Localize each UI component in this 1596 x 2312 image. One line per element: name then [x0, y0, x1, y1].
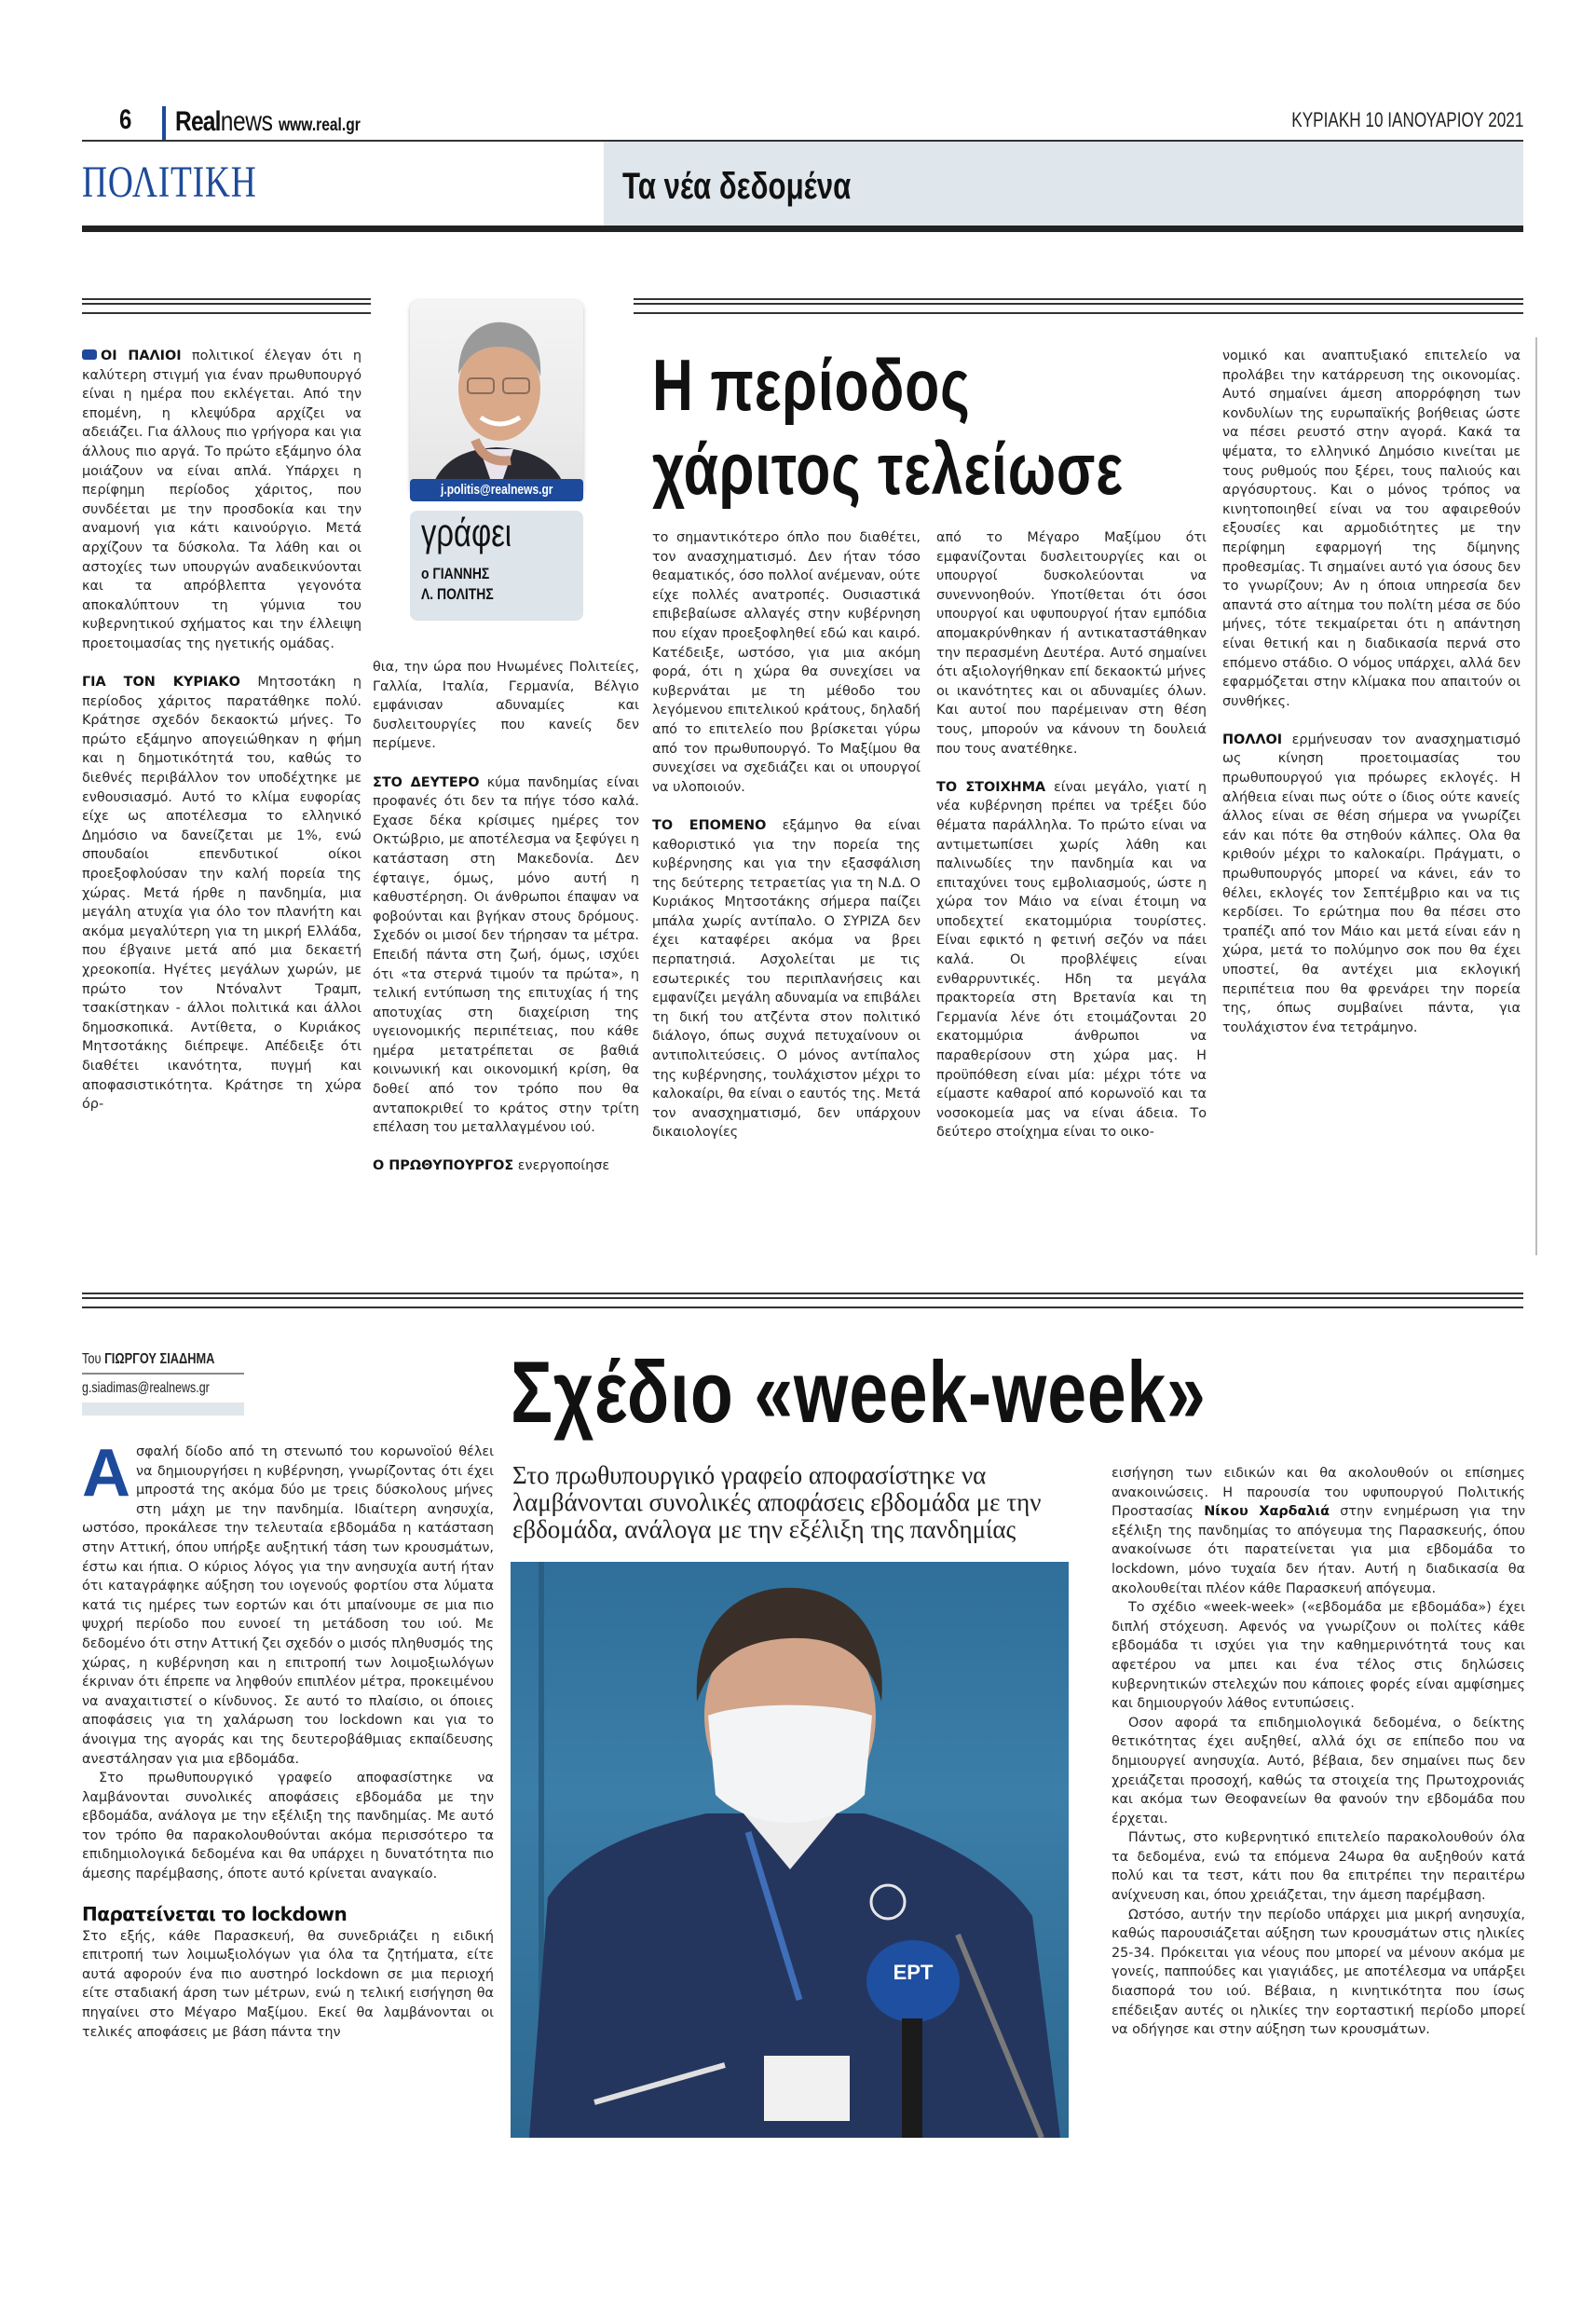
article2-column-2 — [1112, 1464, 1525, 2040]
article-divider-lines — [82, 1293, 1523, 1308]
paragraph: εισήγηση των ειδικών και θα ακολουθούν οι επίσημες ανακοινώσεις. Η παρουσία του υφυπουργού Πολιτικής Προστασίας — [1112, 1466, 1525, 1520]
paragraph: κύμα πανδημίας είναι προφανές ότι δεν τα πήγε τόσο καλά. Εχασε δέκα κρίσιμες ημέρες τον Οκτώβριο, με αποτέλεσμα να ξεφύγει η κατάσταση στη Μακεδονία. Δεν έφταιγε, όμως, μόνο αυτή η καθυστέρηση. Οι άνθρωποι έπαψαν να φοβούνται και βγήκαν στους δρόμους. Σχεδόν οι μισοί δεν τήρησαν τα μέτρα. Επειδή πάντα στη ζωή, όμως, ισχύει ότι «τα στερνά τιμούν τα πρώτα», η τελική εντύπωση της επιτυχίας ή της αποτυχίας στη διαχείριση της υγειονομικής περιπέτειας, που κάθε ημέρα μετατρέπεται σε βαθιά κοινωνική και οικονομική κρίση, θα δοθεί από τον τρόπο που θα ανταποκριθεί το κράτος στην τρίτη επέλαση του μεταλλαγμένου ιού. — [373, 774, 639, 1136]
article2-column-1 — [82, 1436, 494, 2042]
brand-name-bold: Real — [175, 106, 221, 137]
article1-column-5 — [1222, 347, 1521, 1057]
lead-in: ΠΟΛΛΟΙ — [1222, 732, 1283, 747]
page-subheading: Τα νέα δεδομένα — [622, 166, 852, 207]
article1-column-4 — [936, 528, 1207, 1162]
paragraph: ενεργοποίησε — [513, 1158, 610, 1174]
paragraph: σφαλή δίοδο από τη στενωπό του κορωνοϊού θέλει να δημιουργήσει η κυβέρνηση, γνωρίζοντας ότι έχει μπροστά της ακόμα δύο με τρεις δύσκολους μήνες στη μάχη με την πανδημία. Ιδιαίτερη ανησυχία, ωστόσο, προκάλεσε την τελευταία εβδομάδα η κατάσταση στην Αττική, όπου υπήρξε αυξητική τάση των κρουσμάτων, έστω και ήπια. Ο κύριος λόγος για την ανησυχία αυτή ήταν ότι καταγράφηκε αύξηση του ιογενούς φορτίου στα λύματα κατά τις ημέρες των εορτών και ότι μπαίνουμε σε μια πιο ψυχρή περίοδο που ευνοεί τη μετάδοση του ιού. Με δεδομένο ότι στην Αττική ζει σχεδόν ο μισός πληθυσμός της χώρας, η κυβέρνηση και η επιτροπή των λοιμοξιωλόγων έκριναν ότι έπρεπε να ληφθούν επιπλέον μέτρα, προκειμένου να αναχαιτιστεί ο κίνδυνος. Σε αυτό το πλαίσιο, οι όποιες αποφάσεις για τη χαλάρωση του lockdown και για το άνοιγμα της αγοράς και της δευτεροβάθμιας εκπαίδευσης ανεστάλησαν για μια εβδομάδα. — [82, 1444, 494, 1767]
section-title: ΠΟΛΙΤΙΚΗ — [82, 157, 257, 207]
paragraph: Μητσοτάκη η περίοδος χάριτος παρατάθηκε πολύ. Κράτησε σχεδόν δεκαοκτώ μήνες. Το πρώτο εξάμηνο απογειώθηκαν η φήμη και η δημοτικότητά του, καθώς το διεθνές περιβάλλον τον υποδέχτηκε με ενθουσιασμό. Αυτό το κλίμα ευφορίας είχε ως αποτέλεσμα το ελληνικό Δημόσιο να δανείζεται με 1%, ενώ σπουδαίοι επενδυτικοί οίκοι προεξοφλούσαν την καλή πορεία της χώρας. Μετά ήρθε η πανδημία, μια μεγάλη ατυχία για όλο τον πλανήτη και ακόμα μεγαλύτερη για τη μικρή Ελλάδα, που έβγαινε μετά από μια δεκαετή χρεοκοπία. Ηγέτες μεγάλων χωρών, με πρώτο τον Ντόναλντ Τραμπ, τσακίστηκαν - άλλοι πολιτικά και άλλοι δημοσκοπικά. Αντίθετα, ο Κυριάκος Μητσοτάκης διέπρεψε. Απέδειξε ότι διαθέτει ικανότητα, πυγμή και αποφασιστικότητα. Κράτησε τη χώρα όρ- — [82, 675, 361, 1113]
lead-in: ΣΤΟ ΔΕΥΤΕΡΟ — [373, 774, 480, 790]
brand-name-light: news — [220, 106, 273, 137]
page-number: 6 — [119, 104, 132, 135]
issue-date: ΚΥΡΙΑΚΗ 10 ΙΑΝΟΥΑΡΙΟΥ 2021 — [1290, 108, 1523, 131]
column-divider-lines — [634, 298, 1523, 314]
writes-label: γράφει — [421, 511, 512, 554]
paragraph: είναι μεγάλο, γιατί η νέα κυβέρνηση πρέπει να τρέξει δύο θέματα παράλληλα. Το πρώτο είναι να αντιμετωπίσει χωρίς λάθη και παλινωδίες την πανδημία και να επιταχύνει τους εμβολιασμούς, ώστε η χώρα τον Μάιο να είναι έτοιμη να υποδεχτεί εκατομμύρια τουρίστες. Είναι εφικτό η φετινή σεζόν να πάει καλά. Οι προβλέψεις είναι ενθαρρυντικές. Ηδη τα μεγάλα πρακτορεία στη Βρετανία και τη Γερμανία λένε ότι ετοιμάζονται 20 εκατομμύρια άνθρωποι να παραθερίσουν στη χώρα μας. Η προϋπόθεση είναι μία: μέχρι τότε να είμαστε καθαροί από κορωνοϊό και τα νοσοκομεία μας να είναι άδεια. Το δεύτερο στοίχημα είναι το οικο- — [936, 779, 1207, 1141]
columnist-name-line2: Λ. ΠΟΛΙΤΗΣ — [421, 585, 494, 603]
brand-logo[interactable] — [175, 106, 361, 138]
paragraph: θια, την ώρα που Ηνωμένες Πολιτείες, Γαλλία, Ιταλία, Γερμανία, Βέλγιο εμφάνισαν αδυναμίες και δυσλειτουργίες που κανείς δεν περίμενε. — [373, 660, 639, 752]
paragraph: στην ενημέρωση για την εξέλιξη της πανδημίας το απόγευμα της Παρασκευής, όπου ανακοίνωσε ότι παρατείνεται για μια εβδομάδα το lockdown, μόνο τυχαία δεν ήταν. Αυτή η διαδικασία θα ακολουθείται πλέον κάθε Παρασκευή απόγευμα. — [1112, 1504, 1525, 1596]
lead-in: ΟΙ ΠΑΛΙΟΙ — [101, 349, 182, 363]
paragraph: Στο εξής, κάθε Παρασκευή, θα συνεδριάζει η ειδική επιτροπή των λοιμωξιολόγων για όλα τα ζητήματα, είτε αυτά αφορούν ένα πιο αυστηρό lockdown σε μια περιοχή είτε σταδιακή άρση των μέτρων, ενώ η τελική εισήγηση θα πηγαίνει στο Μέγαρο Μαξίμου. Εκεί θα λαμβάνονται οι τελικές αποφάσεις με βάση πάντα την — [82, 1928, 494, 2040]
byline-bar — [82, 1402, 244, 1416]
article1-column-1 — [82, 347, 361, 1133]
lead-in: ΤΟ ΕΠΟΜΕΝΟ — [652, 817, 767, 833]
columnist-photo — [410, 300, 583, 498]
paragraph: Το σχέδιο «week-week» («εβδομάδα με εβδομάδα») έχει διπλή στόχευση. Αφενός να γνωρίζουν οι πολίτες κάθε εβδομάδα τι ισχύει για την καθημερινότητά τους και αφετέρου να μπει και ένα τέλος στις δηλώσεις κυβερνητικών στελεχών που κάποιες φορές είναι αμφίσημες και δημιουργούν λάθος εντυπώσεις. — [1112, 1600, 1525, 1712]
column-divider-lines — [82, 298, 371, 314]
masthead-divider — [162, 106, 166, 142]
article1-headline — [652, 343, 1124, 511]
header-thick-rule — [82, 226, 1523, 232]
paragraph: το σημαντικότερο όπλο που διαθέτει, τον ανασχηματισμό. Δεν ήταν τόσο θεαματικός, όσο πολλοί ανέμεναν, ούτε είχε πολλές ανατροπές. Ουσιαστικά επιβεβαίωσε αλλαγές στην κυβέρνηση που είχαν προεξοφληθεί εδώ και καιρό. Κατέδειξε, ωστόσο, για μια ακόμη φορά, ότι η χώρα θα συνεχίσει να κυβερνάται με τη μέθοδο του λεγόμενου επιτελικού κράτους, δηλαδή από το επιτελείο που βρίσκεται γύρω από τον πρωθυπουργό. Το Μαξίμου θα συνεχίσει να σχεδιάζει και οι υπουργοί να υλοποιούν. — [652, 530, 921, 795]
article2-byline: Του ΓΙΩΡΓΟΥ ΣΙΑΔΗΜΑ — [82, 1351, 215, 1367]
paragraph: πολιτικοί έλεγαν ότι η καλύτερη στιγμή για έναν πρωθυπουργό είναι η ημέρα που εκλέγεται. Από την επομένη, η κλεψύδρα αρχίζει να αδειάζει. Για άλλους πιο γρήγορα και για άλλους πιο αργά. Το πρώτο εξάμηνο όλα μοιάζουν να είναι απλά. Υπάρχει η περίφημη περίοδος χάριτος, που συνδέεται με την προσδοκία και την αναμονή για κάτι καινούργιο. Μετά αρχίζουν τα δύσκολα. Τα λάθη και οι αστοχίες των υπουργών αναδεικνύονται και τα απρόβλεπτα γεγονότα αποκαλύπτουν τη γύμνια του κυβερνητικού σχήματος και την έλλειψη προετοιμασίας της ηγετικής ομάδας. — [82, 349, 361, 651]
press-briefing-photo-icon — [511, 1562, 1069, 2138]
lead-in: Ο ΠΡΩΘΥΠΟΥΡΓΟΣ — [373, 1158, 514, 1174]
headline-line2: χάριτος τελείωσε — [652, 428, 1124, 510]
columnist-name-line1: ο ΓΙΑΝΝΗΣ — [421, 565, 490, 582]
paragraph: νομικό και αναπτυξιακό επιτελείο να προλάβει την κατάρρευση της οικονομίας. Αυτό σημαίνει άμεση απορρόφηση των κονδυλίων της ευρωπαϊκής βοήθειας ώστε να πέσει ρευστό στην αγορά. Κακά τα ψέματα, το ελληνικό Δημόσιο κινείται με τους ρυθμούς που ξέρει, τους παλιούς και αργόσυρτους. Και ο μόνος τρόπος να κινητοποιηθεί είναι να του αφαιρεθούν εξουσίες και αρμοδιότητες με την περίφημη εφαρμογή της δίμηνης προθεσμίας. Τι σημαίνει αυτό για όσους δεν το γνωρίζουν; Αν η όποια υπηρεσία δεν απαντά στο αίτημα του πολίτη μέσα σε δύο μήνες, τότε τεκμαίρεται ότι η απάντηση είναι θετική και η διαδικασία περνά στο επόμενο στάδιο. Ο νόμος υπάρχει, αλλά δεν εφαρμόζεται στην κλίμακα που απαιτούν οι συνθήκες. — [1222, 349, 1521, 709]
paragraph: Πάντως, στο κυβερνητικό επιτελείο παρακολουθούν όλα τα δεδομένα, ενώ τα επόμενα 24ωρα θα αυξηθούν κατά πολύ και τα τεστ, κάτι που θα επιτρέπει την περαιτέρω ανίχνευση και, όπου χρειάζεται, την άμεση παρέμβαση. — [1112, 1830, 1525, 1904]
columnist-portrait-icon — [410, 300, 583, 498]
paragraph: από το Μέγαρο Μαξίμου ότι εμφανίζονται δυσλειτουργίες και οι υπουργοί δυσκολεύονται να συνεννοηθούν. Υποτίθεται ότι όσοι υπουργοί και υφυπουργοί ήταν εμπόδια απομακρύνθηκαν ή αντικαταστάθηκαν την περασμένη Δευτέρα. Αυτό σημαίνει ότι αξιολογήθηκαν επί δεκαοκτώ μήνες οι ικανότητες και οι αδυναμίες όλων. Και αυτοί που παρέμειναν στη θέση τους, μπορούν να κάνουν τη δουλειά που τους ανατέθηκε. — [936, 530, 1207, 757]
paragraph: εξάμηνο θα είναι καθοριστικό για την πορεία της κυβέρνησης και για την εξασφάλιση της δεύτερης τετραετίας για τη Ν.Δ. Ο Κυριάκος Μητσοτάκης σήμερα παίζει μπάλα χωρίς αντίπαλο. Ο ΣΥΡΙΖΑ δεν έχει καταφέρει ακόμα να βρει περπατησιά. Ασχολείται με τις εσωτερικές του περιπλανήσεις και εμφανίζει μεγάλη αδυναμία να επιβάλει τη δική του ατζέντα στον πολιτικό διάλογο, όπως συχνά πετυχαίνουν οι αντιπολιτεύσεις. Ο μόνος αντίπαλος της κυβέρνησης, τουλάχιστον μέχρι το καλοκαίρι, θα είναι ο εαυτός της. Μετά τον ανασχηματισμό, δεν υπάρχουν δικαιολογίες — [652, 817, 921, 1141]
article1-column-3 — [652, 528, 921, 1162]
press-briefing-photo — [511, 1562, 1069, 2138]
lead-in: ΤΟ ΣΤΟΙΧΗΜΑ — [936, 779, 1046, 795]
paragraph: Στο πρωθυπουργικό γραφείο αποφασίστηκε να λαμβάνονται συνολικές αποφάσεις εβδομάδα με την εβδομάδα, ανάλογα με την εξέλιξη της πανδημίας. Με αυτό τον τρόπο θα παρακολουθούνται ακόμα περισσότερο τα επιδημιολογικά δεδομένα και θα υπάρχει η δυνατότητα πιο άμεσης παρέμβασης, όποτε αυτό κρίνεται αναγκαίο. — [82, 1771, 494, 1882]
paragraph: ερμήνευσαν τον ανασχηματισμό ως κίνηση προετοιμασίας του πρωθυπουργού για πρόωρες εκλογές. Η αλήθεια είναι πως ούτε ο ίδιος ούτε κανείς άλλος είναι σε θέση σήμερα να γνωρίζει εάν και πότε θα στηθούν κάλπες. Ολα θα κριθούν μέχρι το καλοκαίρι. Πράγματι, ο πρωθυπουργός μπορεί να κάνει, εάν το θέλει, εκλογές τον Σεπτέμβριο και να τις κερδίσει. Το ερώτημα που θα πέσει στο τραπέζι από τον Μάιο και μετά είναι εάν η χώρα, μετά το πολύμηνο σοκ που θα έχει υποστεί, θα αντέχει μια εκλογική περιπέτεια που θα φρενάρει την πορεία της, όπως συμβαίνει πάντα, για τουλάχιστον ένα τετράμηνο. — [1222, 732, 1521, 1035]
website-link[interactable]: www.real.gr — [279, 116, 361, 135]
article2-dek: Στο πρωθυπουργικό γραφείο αποφασίστηκε να λαμβάνονται συνολικές αποφάσεις εβδομάδα με την εβδομάδα, ανάλογα με την εξέλιξη της πανδημίας — [512, 1461, 1042, 1543]
paragraph: Οσον αφορά τα επιδημιολογικά δεδομένα, ο δείκτης θετικότητας έχει αυξηθεί, αλλά όχι σε επίπεδο που να δημιουργεί ανησυχία. Αυτό, βέβαια, δεν σημαίνει πως δεν χρειάζεται προσοχή, καθώς τα στοιχεία της Πρωτοχρονιάς και ακόμα των Θεοφανείων θα φανούν την εβδομάδα που έρχεται. — [1112, 1715, 1525, 1826]
bullet-square-icon — [82, 349, 97, 360]
columnist-name — [421, 564, 494, 605]
person-name: Νίκου Χαρδαλιά — [1204, 1504, 1330, 1520]
column-rule — [1535, 337, 1537, 1255]
lead-in: ΓΙΑ ΤΟΝ ΚΥΡΙΑΚΟ — [82, 675, 240, 691]
author-name: ΓΙΩΡΓΟΥ ΣΙΑΔΗΜΑ — [104, 1351, 215, 1367]
headline-line1: Η περίοδος — [652, 344, 971, 426]
columnist-email[interactable]: j.politis@realnews.gr — [410, 479, 583, 501]
author-email[interactable]: g.siadimas@realnews.gr — [82, 1380, 210, 1396]
byline-rule — [82, 1373, 244, 1375]
article1-column-2 — [373, 658, 639, 1196]
article2-subheading: Παρατείνεται το lockdown — [82, 1902, 348, 1925]
paragraph: Ωστόσο, αυτήν την περίοδο υπάρχει μια μικρή ανησυχία, καθώς παρουσιάζεται αύξηση των κρουσμάτων στις ηλικίες 25-34. Πρόκειται για νέους που μπορεί να μένουν ακόμα με γονείς, παππούδες και γιαγιάδες, με αποτέλεσμα να υπάρξει διασπορά του ιού. Βέβαια, η κινητικότητα που ίσως επέδειξαν αυτές οι ηλικίες την εορταστική περίοδο μπορεί να οδήγησε και στην αύξηση των κρουσμάτων. — [1112, 1907, 1525, 2038]
mic-label: ΕΡΤ — [893, 1961, 934, 1984]
article2-headline: Σχέδιο «week-week» — [511, 1343, 1207, 1441]
drop-cap: Α — [82, 1436, 130, 1511]
